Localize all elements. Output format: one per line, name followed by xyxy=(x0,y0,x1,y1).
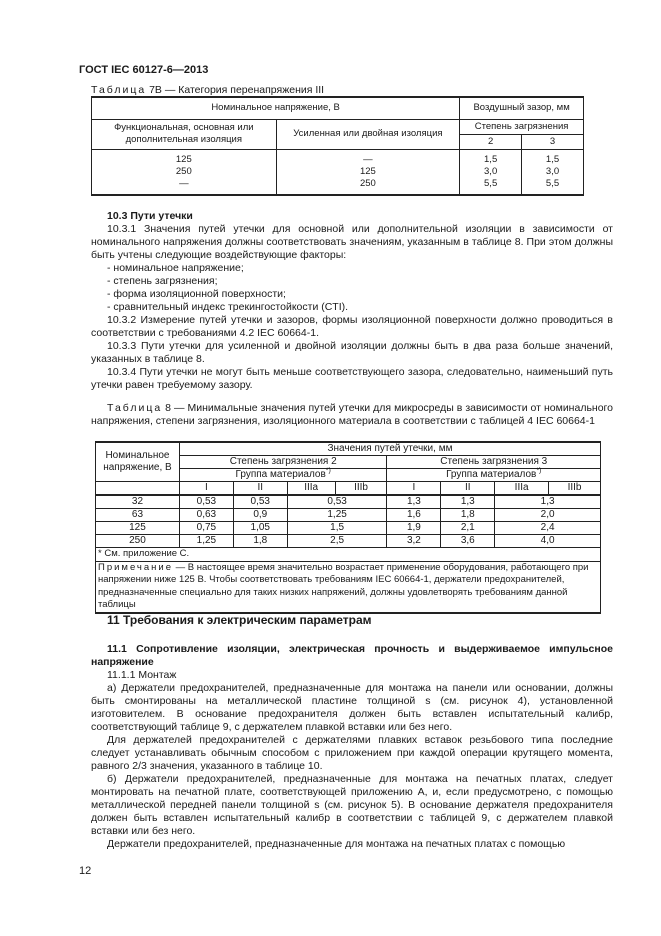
t8-group-2-iiib: IIIb xyxy=(335,482,387,496)
t7-col-func: 125 250 — xyxy=(92,149,277,195)
t7-col-p2: 1,5 3,0 5,5 xyxy=(460,149,522,195)
table-row: 250 1,25 1,8 2,5 3,2 3,6 4,0 xyxy=(96,535,601,548)
t8-footnote: * См. приложение С. xyxy=(96,548,601,562)
para-11-1-1-a2: Для держателей предохранителей с держателями плавких вставок резьбового типа последние следует устанавливать обычным способом с приложением при каждой операции крутящего момента, равного 2/3 значения, указанного в таблице 10. xyxy=(91,734,613,772)
t8-group-3-ii: II xyxy=(441,482,495,496)
table-row: 63 0,63 0,9 1,25 1,6 1,8 2,0 xyxy=(96,509,601,522)
section-11-title: 11 Требования к электрическим параметрам xyxy=(107,613,372,627)
para-11-1-1-b: б) Держатели предохранителей, предназначенные для монтажа на печатных платах, следует монтировать на печатной плате, соответствующей приложению А, и, если предусмотрено, с помощью металлической передней панели толщиной s (см. рисунок 5). В основание держателя предохранителя должен быть вставлен испытательный калибр в соответствии с таблицей 9, с держателем плавкой вставки или без него. xyxy=(91,773,613,837)
para-11-1-1-c: Держатели предохранителей, предназначенные для монтажа на печатных платах с помощью xyxy=(107,838,566,850)
table-8 xyxy=(95,441,601,614)
t8-h-empty xyxy=(96,482,180,496)
t8-group-2-i: I xyxy=(179,482,233,496)
section-11-1-title: 11.1 Сопротивление изоляции, электрическая прочность и выдерживаемое импульсное напряжение xyxy=(91,643,613,668)
t8-note: Примечание — В настоящее время значительно возрастает применение оборудования, работающего при напряжении ниже 125 В. Чтобы соответствовать требованиям IEC 60664-1, держатели предохранителей, предназначенные специально для таких низких напряжений, должны удовлетворять требованиям данной таблицы xyxy=(96,561,601,613)
list-item: - сравнительный индекс трекингостойкости (CTI). xyxy=(107,301,349,313)
t8-h-values: Значения путей утечки, мм xyxy=(179,442,600,456)
t8-h-group-2: Группа материалов*) xyxy=(179,469,387,482)
section-10-3-title: 10.3 Пути утечки xyxy=(107,210,193,222)
t7-col-p3: 1,5 3,0 5,5 xyxy=(522,149,584,195)
t8-group-3-iiia: IIIa xyxy=(495,482,549,496)
table-row: 125 0,75 1,05 1,5 1,9 2,1 2,4 xyxy=(96,522,601,535)
t8-h-group-3: Группа материалов*) xyxy=(387,469,601,482)
t7-col-reinf: — 125 250 xyxy=(276,149,460,195)
t7-h-reinf: Усиленная или двойная изоляция xyxy=(276,119,460,149)
para-10-3-2: 10.3.2 Измерение путей утечки и зазоров, формы изоляционной поверхности должно проводиться в соответствии с требованиями 4.2 IEC 60664-1. xyxy=(91,314,613,339)
para-11-1-1: 11.1.1 Монтаж xyxy=(107,669,177,681)
list-item: - степень загрязнения; xyxy=(107,275,218,287)
t7-h-p2: 2 xyxy=(460,134,522,149)
list-item: - номинальное напряжение; xyxy=(107,262,244,274)
t8-group-3-iiib: IIIb xyxy=(549,482,601,496)
t7-h-func: Функциональная, основная или дополнительная изоляция xyxy=(92,119,277,149)
table8-caption: Таблица 8 — Минимальные значения путей утечки для микросреды в зависимости от номинального напряжения, степени загрязнения, изоляционного материала в соответствии с таблицей 4 IEC 60664-1 xyxy=(91,402,613,427)
section-10-3 xyxy=(91,210,613,392)
t8-h-p3: Степень загрязнения 3 xyxy=(387,456,601,469)
para-10-3-1: 10.3.1 Значения путей утечки для основной или дополнительной изоляции в зависимости от номинального напряжения должны соответствовать значениям, указанным в таблице 8. При этом должны быть учтены следующие воздействующие факторы: xyxy=(91,223,613,261)
t8-group-2-ii: II xyxy=(233,482,287,496)
para-10-3-4: 10.3.4 Пути утечки не могут быть меньше соответствующего зазора, следовательно, наименьший путь утечки равен требуемому зазору. xyxy=(91,366,613,391)
para-10-3-3: 10.3.3 Пути утечки для усиленной и двойной изоляции должны быть в два раза больше значений, указанных в таблице 8. xyxy=(91,340,613,365)
t8-h-nominal: Номинальное напряжение, В xyxy=(96,442,180,482)
t8-group-3-i: I xyxy=(387,482,441,496)
para-11-1-1-a: а) Держатели предохранителей, предназначенные для монтажа на панели или основании, должны быть смонтированы на металлической пластине толщиной s (см. рисунок 4), установленной изготовителем. В основание предохранителя должен быть вставлен испытательный калибр, соответствующий таблице 9, с держателем плавкой вставки или без него. xyxy=(91,682,613,733)
t7-h-nominal: Номинальное напряжение, В xyxy=(92,97,460,119)
section-11-1 xyxy=(91,643,613,851)
t7-h-air: Воздушный зазор, мм xyxy=(460,97,584,119)
document-header: ГОСТ IEC 60127-6—2013 xyxy=(79,64,209,76)
t8-h-p2: Степень загрязнения 2 xyxy=(179,456,387,469)
table-7b xyxy=(91,96,584,196)
t8-group-2-iiia: IIIa xyxy=(287,482,335,496)
t7-h-p3: 3 xyxy=(522,134,584,149)
list-item: - форма изоляционной поверхности; xyxy=(107,288,286,300)
table7b-caption: Таблица 7В — Категория перенапряжения III xyxy=(91,84,325,96)
t7-h-pollution: Степень загрязнения xyxy=(460,119,584,134)
table-row: 32 0,53 0,53 0,53 1,3 1,3 1,3 xyxy=(96,495,601,509)
page-number: 12 xyxy=(79,865,92,877)
